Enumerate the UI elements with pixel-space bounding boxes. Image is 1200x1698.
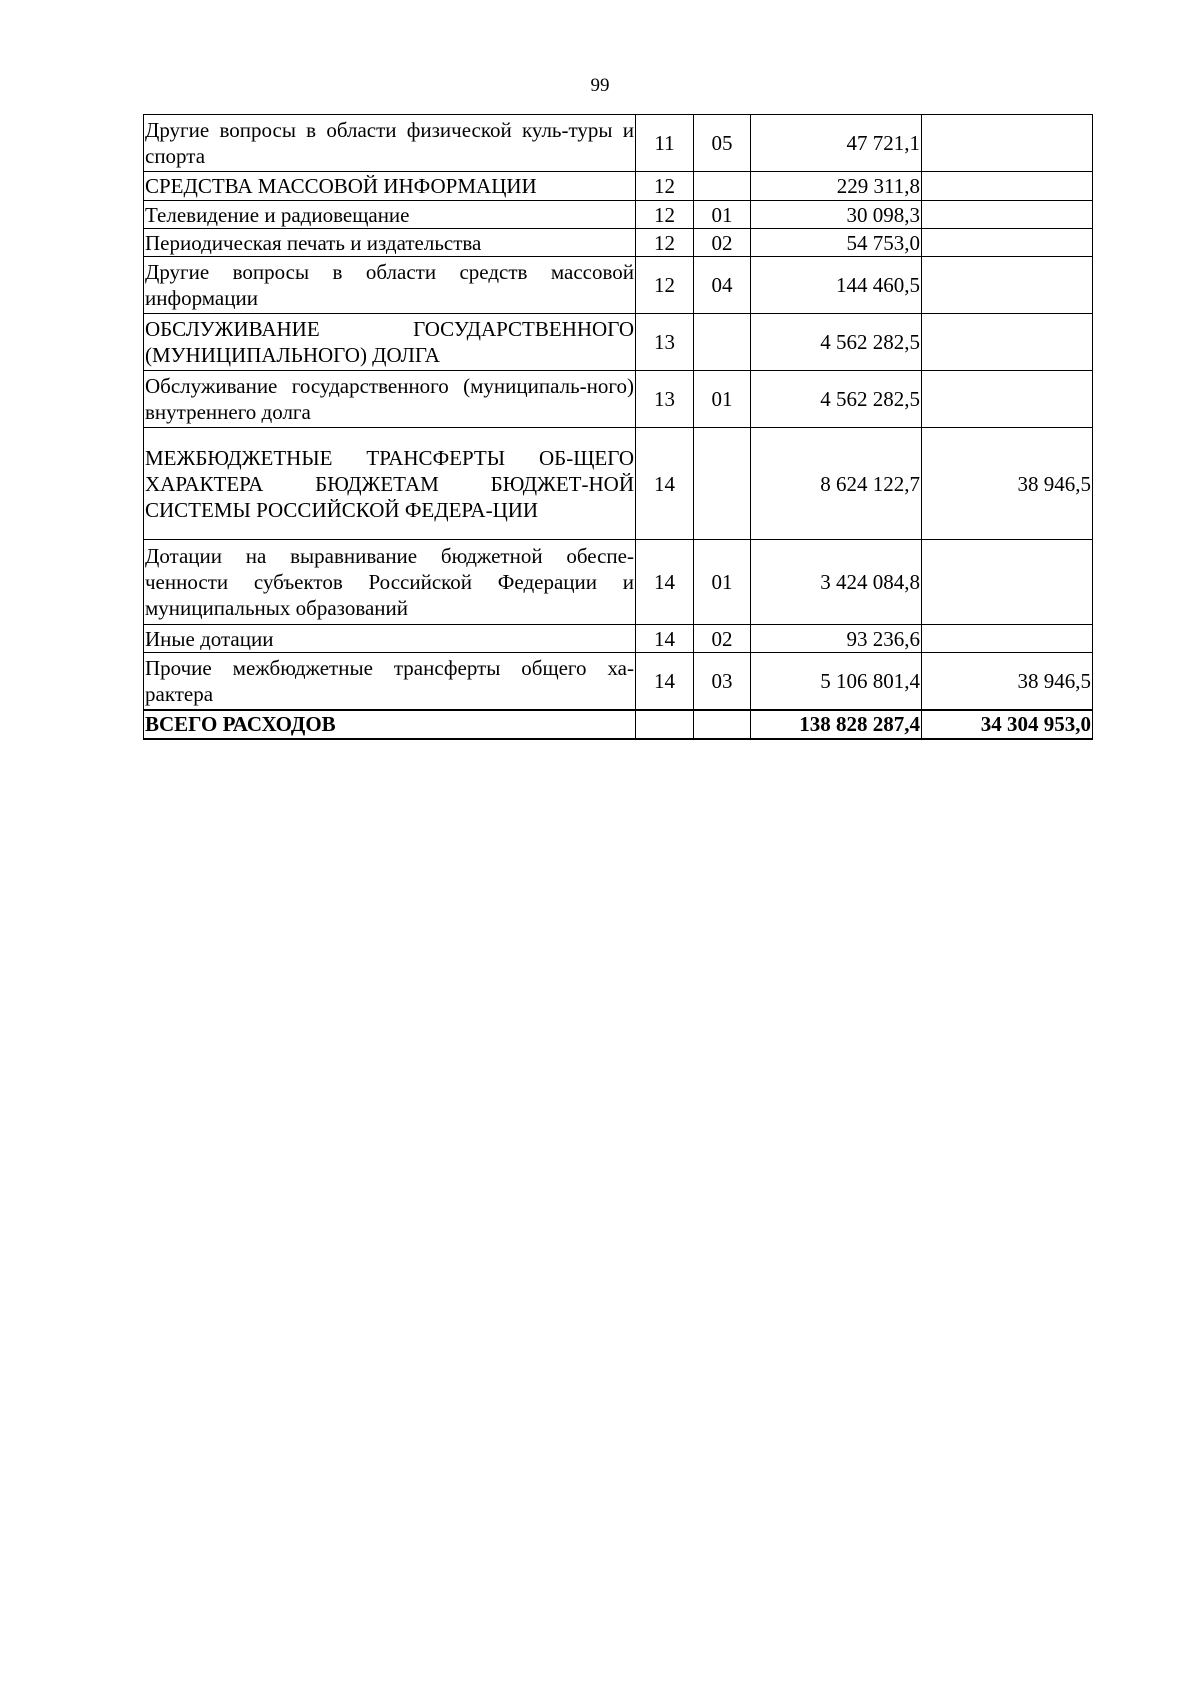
row-section: 13 xyxy=(636,314,694,371)
row-subsection xyxy=(694,428,751,540)
row-name: ОБСЛУЖИВАНИЕ ГОСУДАРСТВЕННОГО (МУНИЦИПАЛЬНОГО) ДОЛГА xyxy=(144,314,636,371)
row-section: 13 xyxy=(636,371,694,428)
row-subsection: 02 xyxy=(694,229,751,257)
row-subsection xyxy=(694,172,751,201)
row-section: 12 xyxy=(636,172,694,201)
row-other-amount xyxy=(922,257,1093,314)
page-number: 99 xyxy=(590,75,610,96)
row-section: 14 xyxy=(636,540,694,625)
table-row xyxy=(144,314,1093,371)
row-amount: 4 562 282,5 xyxy=(751,314,922,371)
row-subsection: 05 xyxy=(694,115,751,172)
row-section: 14 xyxy=(636,428,694,540)
row-name: Обслуживание государственного (муниципаль-ного) внутреннего долга xyxy=(144,371,636,428)
row-amount: 144 460,5 xyxy=(751,257,922,314)
row-name: Прочие межбюджетные трансферты общего ха-рактера xyxy=(144,653,636,710)
budget-expenditure-table xyxy=(143,114,1093,740)
row-other-amount xyxy=(922,201,1093,229)
table-row xyxy=(144,428,1093,540)
row-subsection: 01 xyxy=(694,201,751,229)
table-row xyxy=(144,201,1093,229)
row-section: 14 xyxy=(636,625,694,653)
row-name: Иные дотации xyxy=(144,625,636,653)
row-other-amount xyxy=(922,115,1093,172)
row-name: Периодическая печать и издательства xyxy=(144,229,636,257)
row-subsection: 01 xyxy=(694,540,751,625)
row-amount: 4 562 282,5 xyxy=(751,371,922,428)
table-body xyxy=(144,115,1093,739)
row-name: МЕЖБЮДЖЕТНЫЕ ТРАНСФЕРТЫ ОБ-ЩЕГО ХАРАКТЕРА БЮДЖЕТАМ БЮДЖЕТ-НОЙ СИСТЕМЫ РОССИЙСКОЙ ФЕДЕРА-ЦИИ xyxy=(144,428,636,540)
row-section: 11 xyxy=(636,115,694,172)
row-other-amount xyxy=(922,625,1093,653)
row-subsection: 01 xyxy=(694,371,751,428)
row-other-amount xyxy=(922,371,1093,428)
row-name: Другие вопросы в области физической куль-туры и спорта xyxy=(144,115,636,172)
row-amount: 30 098,3 xyxy=(751,201,922,229)
row-amount: 3 424 084,8 xyxy=(751,540,922,625)
row-amount: 47 721,1 xyxy=(751,115,922,172)
row-amount: 229 311,8 xyxy=(751,172,922,201)
row-amount: 93 236,6 xyxy=(751,625,922,653)
table-row xyxy=(144,625,1093,653)
row-amount: 8 624 122,7 xyxy=(751,428,922,540)
row-amount: 54 753,0 xyxy=(751,229,922,257)
total-section xyxy=(636,710,694,739)
row-name: Телевидение и радиовещание xyxy=(144,201,636,229)
row-other-amount xyxy=(922,540,1093,625)
row-other-amount xyxy=(922,172,1093,201)
total-amount: 138 828 287,4 xyxy=(751,710,922,739)
table-row xyxy=(144,172,1093,201)
row-section: 12 xyxy=(636,257,694,314)
row-section: 12 xyxy=(636,229,694,257)
row-other-amount: 38 946,5 xyxy=(922,428,1093,540)
table-row xyxy=(144,115,1093,172)
row-subsection: 03 xyxy=(694,653,751,710)
row-subsection: 04 xyxy=(694,257,751,314)
row-other-amount xyxy=(922,314,1093,371)
row-name: Другие вопросы в области средств массовой информации xyxy=(144,257,636,314)
row-section: 12 xyxy=(636,201,694,229)
table-row xyxy=(144,229,1093,257)
row-other-amount xyxy=(922,229,1093,257)
row-amount: 5 106 801,4 xyxy=(751,653,922,710)
table-row xyxy=(144,257,1093,314)
total-row xyxy=(144,710,1093,739)
row-name: СРЕДСТВА МАССОВОЙ ИНФОРМАЦИИ xyxy=(144,172,636,201)
row-subsection xyxy=(694,314,751,371)
table-row xyxy=(144,653,1093,710)
total-label: ВСЕГО РАСХОДОВ xyxy=(144,710,636,739)
table-row xyxy=(144,371,1093,428)
row-name: Дотации на выравнивание бюджетной обеспе-ченности субъектов Российской Федерации и муниципальных образований xyxy=(144,540,636,625)
total-subsection xyxy=(694,710,751,739)
table-row xyxy=(144,540,1093,625)
row-other-amount: 38 946,5 xyxy=(922,653,1093,710)
total-other-amount: 34 304 953,0 xyxy=(922,710,1093,739)
row-section: 14 xyxy=(636,653,694,710)
row-subsection: 02 xyxy=(694,625,751,653)
